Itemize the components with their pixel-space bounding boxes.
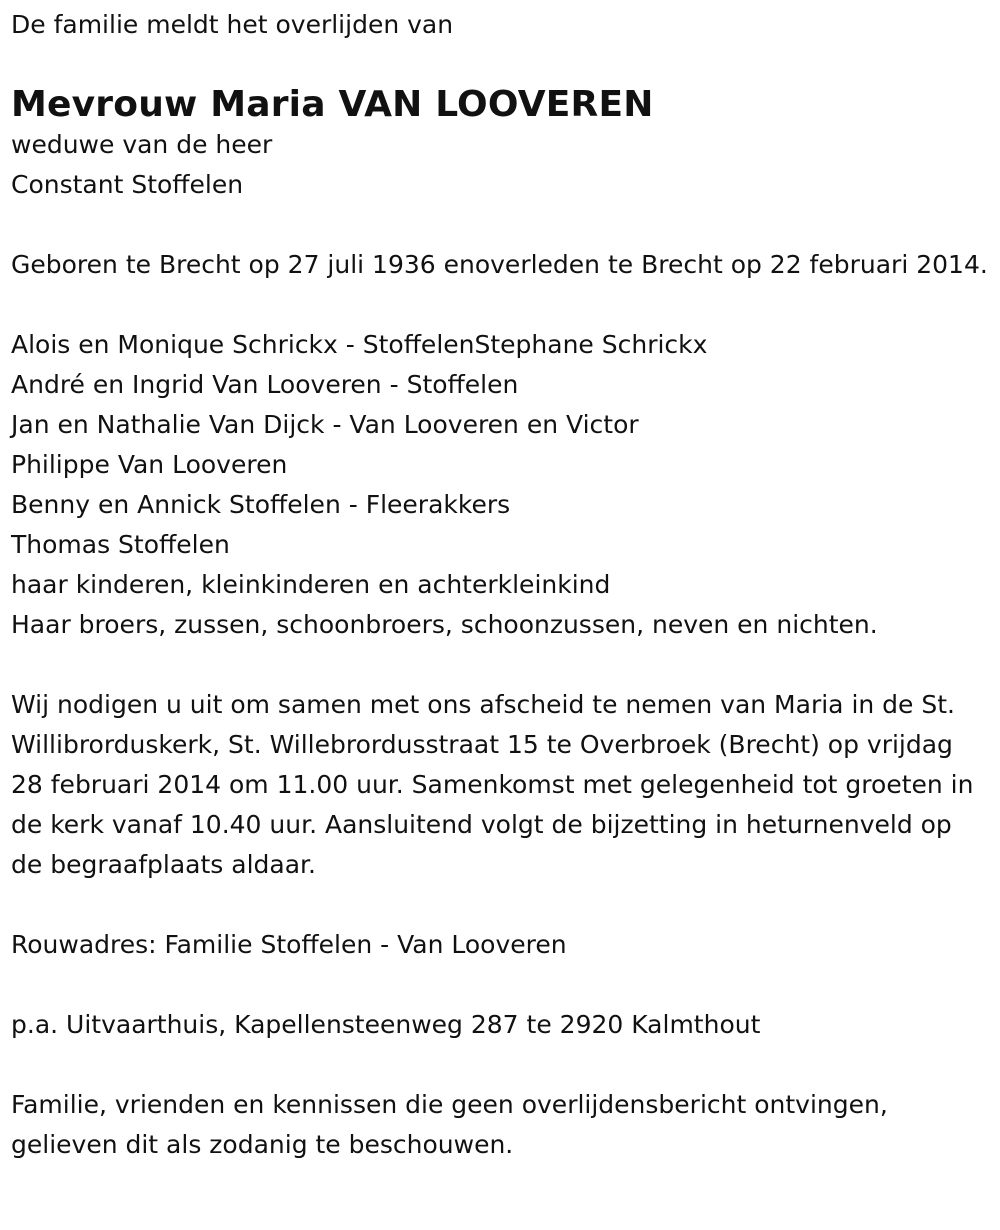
intro-text: De familie meldt het overlijden van [11, 10, 454, 39]
birth-death-text: Geboren te Brecht op 27 juli 1936 enoverleden te Brecht op 22 februari 2014. [11, 250, 988, 279]
relative-line: haar kinderen, kleinkinderen en achterkleinkind [11, 570, 611, 599]
funeral-invitation: Wij nodigen u uit om samen met ons afscheid te nemen van Maria in de St. Willibrorduskerk, St. Willebrordusstraat 15 te Overbroek (Brecht) op vrijdag 28 februari 2014 om 11.00 uur. Samenkomst met gelegenheid tot groeten in de kerk vanaf 10.40 uur. Aansluitend volgt de bijzetting in heturnenveld op de begraafplaats aldaar. [11, 690, 974, 879]
spouse-line-1: weduwe van de heer [11, 130, 273, 159]
relative-line: Haar broers, zussen, schoonbroers, schoonzussen, neven en nichten. [11, 610, 878, 639]
relative-line: Benny en Annick Stoffelen - Fleerakkers [11, 490, 511, 519]
mourning-address: Rouwadres: Familie Stoffelen - Van Looveren [11, 930, 567, 959]
closing-text: Familie, vrienden en kennissen die geen overlijdensbericht ontvingen, gelieven dit als zodanig te beschouwen. [11, 1090, 888, 1159]
care-of-address: p.a. Uitvaarthuis, Kapellensteenweg 287 te 2920 Kalmthout [11, 1010, 761, 1039]
relative-line: André en Ingrid Van Looveren - Stoffelen [11, 370, 519, 399]
relative-line: Alois en Monique Schrickx - StoffelenStephane Schrickx [11, 330, 708, 359]
spouse-line-2: Constant Stoffelen [11, 170, 244, 199]
relative-line: Philippe Van Looveren [11, 450, 288, 479]
relative-line: Jan en Nathalie Van Dijck - Van Looveren en Victor [11, 410, 639, 439]
relative-line: Thomas Stoffelen [11, 530, 230, 559]
spouse-info [11, 125, 988, 205]
deceased-name: Mevrouw Maria VAN LOOVEREN [11, 84, 654, 125]
relatives-list [11, 325, 988, 645]
